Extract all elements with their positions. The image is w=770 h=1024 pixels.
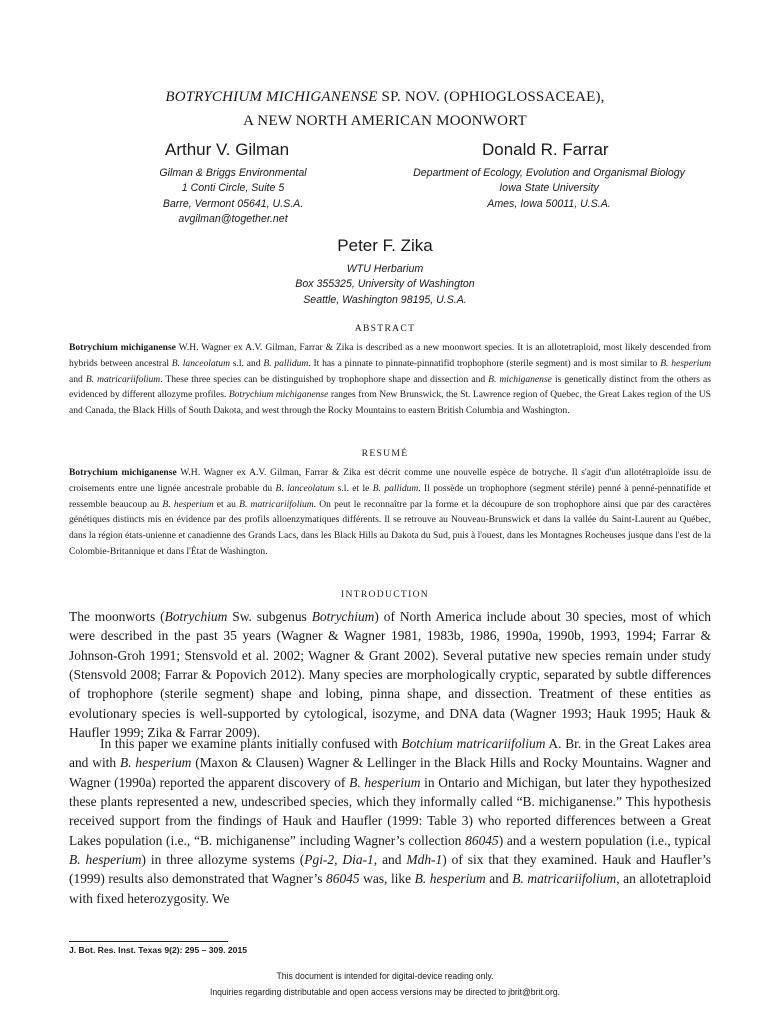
resume-taxon: B. hesperium [162, 498, 214, 510]
resume-lead-species: Botrychium michiganense [69, 467, 177, 478]
intro-run: , an allotetraploid with fixed heterozygosity. We [69, 871, 711, 906]
intro-taxon: Botchium matricariifolium [401, 736, 546, 751]
intro-taxon: B. hesperium [119, 755, 192, 771]
introduction-heading: INTRODUCTION [340, 589, 430, 600]
intro-run: Sw. subgenus [227, 609, 312, 624]
resume-run: . Il possède un trophophore (segment stérile) penné à penné-pennatifide et ressemble beaucoup au [69, 482, 712, 510]
intro-run: and [485, 871, 513, 887]
abstract-taxon: B. pallidum [263, 357, 309, 369]
intro-taxon: Botrychium [311, 609, 375, 624]
abstract-run: s.l. and [229, 357, 264, 369]
author-affiliation-farrar [384, 166, 714, 212]
title-species-name: BOTRYCHIUM MICHIGANENSE [165, 89, 378, 105]
introduction-paragraph-2 [69, 734, 711, 908]
intro-run: was, like [359, 871, 415, 887]
intro-run: ) of North America include about 30 species, most of which were described in the past 35 years (Wagner & Wagner 1981, 1983b, 1986, 1990a, 1990b, 1993, 1994; Farrar & Johnson-Groh 1991; Stensvold et al. 2002; Wagner & Grant 2002). Several putative new species remain under study (Stensvold 2008; Farrar & Popovich 2012). Many species are morphologically cryptic, separated by subtle differences of trophophore (sterile segment) shape and lobing, pinna shape, and dissection. Treatment of these entities as evolutionary species is well-supported by cytological, isozyme, and DNA data (Wagner 1993; Hauk 1995; Hauk & Haufler 1999; Zika & Farrar 2009). [69, 609, 711, 741]
affiliation-line: Seattle, Washington 98195, U.S.A. [303, 293, 467, 306]
intro-taxon: B. hesperium [69, 852, 142, 868]
allozyme-loci: Pgi-2, Dia-1 [304, 852, 374, 868]
title-rest: SP. NOV. (OPHIOGLOSSACEAE), [377, 89, 605, 105]
affiliation-line: 1 Conti Circle, Suite 5 [181, 182, 285, 195]
abstract-taxon: B. michiganense [488, 373, 552, 385]
abstract-run: W.H. Wagner ex A.V. Gilman, Farrar & Zika is described as a new moonwort species. It is an allotetraploid, most likely descended from hybrids between ancestral [69, 342, 711, 369]
abstract-lead-species: Botrychium michiganense [69, 342, 176, 353]
abstract-text [69, 340, 711, 419]
abstract-run: is genetically distinct from the others as evidenced by different allozyme profiles. [69, 373, 711, 401]
article-title-line-1 [0, 89, 770, 106]
affiliation-line: Barre, Vermont 05641, U.S.A. [162, 197, 304, 210]
reading-notice-line-1: This document is intended for digital-device reading only. [276, 970, 494, 981]
reading-notice-line-2: Inquiries regarding distributable and open access versions may be directed to jbrit@brit.org. [209, 986, 561, 997]
affiliation-line: Gilman & Briggs Environmental [159, 167, 307, 179]
intro-taxon: B. hesperium [414, 871, 486, 887]
affiliation-line: Ames, Iowa 50011, U.S.A. [487, 197, 611, 210]
author-name-farrar: Donald R. Farrar [482, 140, 609, 159]
author-name-gilman: Arthur V. Gilman [165, 140, 290, 159]
affiliation-line: Department of Ecology, Evolution and Organismal Biology [413, 167, 685, 179]
resume-taxon: B. lanceolatum [275, 482, 335, 494]
author-name-zika: Peter F. Zika [337, 236, 433, 255]
intro-run: A. Br. in the Great Lakes area and with [69, 736, 711, 771]
intro-run: ) in three allozyme systems ( [141, 852, 305, 868]
intro-taxon: B. hesperium [349, 774, 421, 790]
intro-run: The moonworts ( [69, 609, 165, 624]
intro-run: in Ontario and Michigan, but later they hypothesized these plants represented a new, undescribed species, which they informally called “B. michiganense.” This hypothesis received support from the findings of Hauk and Haufler (1999: Table 3) who reported differences between a Great Lakes population (i.e., “B. michiganense” including Wagner’s collection [69, 774, 711, 848]
abstract-taxon: Botrychium michiganense [228, 389, 329, 401]
affiliation-line: WTU Herbarium [346, 263, 424, 275]
resume-text [69, 465, 711, 560]
abstract-taxon: B. matricariifolium [85, 373, 161, 385]
abstract-taxon: B. lanceolatum [171, 357, 230, 369]
abstract-run: and [69, 373, 86, 385]
introduction-paragraph-1 [69, 607, 711, 742]
affiliation-line: Iowa State University [499, 182, 599, 195]
author-email: avgilman@together.net [178, 213, 288, 226]
intro-run: (Maxon & Clausen) Wagner & Lellinger in the Black Hills and Rocky Mountains. Wagner and Wagner (1990a) reported the apparent discovery of [69, 755, 711, 790]
resume-heading: RESUMÉ [361, 448, 409, 459]
footnote-divider [69, 941, 228, 942]
intro-run: ) and a western population (i.e., typical [498, 832, 711, 848]
author-affiliation-zika [235, 262, 535, 308]
abstract-run: . These three species can be distinguished by trophophore shape and dissection and [160, 373, 489, 385]
resume-run: . On peut le reconnaître par la forme et la découpure de son trophophore ainsi que par des caractères génétiques distincts mis en évidence par des profils alloenzymatiques différents. Il se retrouve au Nouveau-Brunswick et dans la vallée du Saint-Laurent au Québec, dans la région états-unienne et canadienne des Grands Lacs, dans les Black Hills au Dakota du Sud, puis à l'ouest, dans les Montagnes Rocheuses jusque dans l'est de la Colombie-Britannique et dans l'État de Washington. [69, 498, 711, 557]
intro-taxon: Botrychium [164, 609, 228, 624]
abstract-heading: ABSTRACT [354, 323, 416, 334]
journal-citation-footnote: J. Bot. Res. Inst. Texas 9(2): 295 – 309. 2015 [69, 945, 248, 955]
intro-run: , and [373, 852, 407, 868]
resume-run: W.H. Wagner ex A.V. Gilman, Farrar & Zika est décrit comme une nouvelle espèce de botryche. Il s'agit d'un allotétraploïde issu de croisements entre une lignée ancestrale probable du [69, 467, 711, 494]
intro-run: In this paper we examine plants initially confused with [100, 736, 402, 751]
affiliation-line: Box 355325, University of Washington [295, 278, 475, 291]
resume-taxon: B. pallidum [372, 482, 419, 494]
allozyme-locus: Mdh-1 [406, 852, 443, 868]
collection-number: 86045 [465, 832, 499, 848]
resume-run: et au [213, 498, 240, 510]
collection-number: 86045 [326, 871, 360, 887]
resume-taxon: B. matricariifolium [239, 498, 314, 510]
author-affiliation-gilman [118, 166, 348, 228]
abstract-run: . It has a pinnate to pinnate-pinnatifid trophophore (sterile segment) and is most similar to [308, 357, 661, 369]
intro-run: ) of six that they examined. Hauk and Haufler’s (1999) results also demonstrated that Wagner’s [69, 852, 711, 887]
resume-run: s.l. et le [334, 482, 373, 494]
article-title-line-2: A NEW NORTH AMERICAN MOONWORT [243, 113, 527, 129]
abstract-taxon: B. hesperium [660, 357, 711, 369]
intro-taxon: B. matricariifolium [512, 871, 617, 887]
abstract-run: ranges from New Brunswick, the St. Lawrence region of Quebec, the Great Lakes region of the US and Canada, the Black Hills of South Dakota, and west through the Rocky Mountains to eastern British Columbia and Washington. [69, 389, 711, 416]
